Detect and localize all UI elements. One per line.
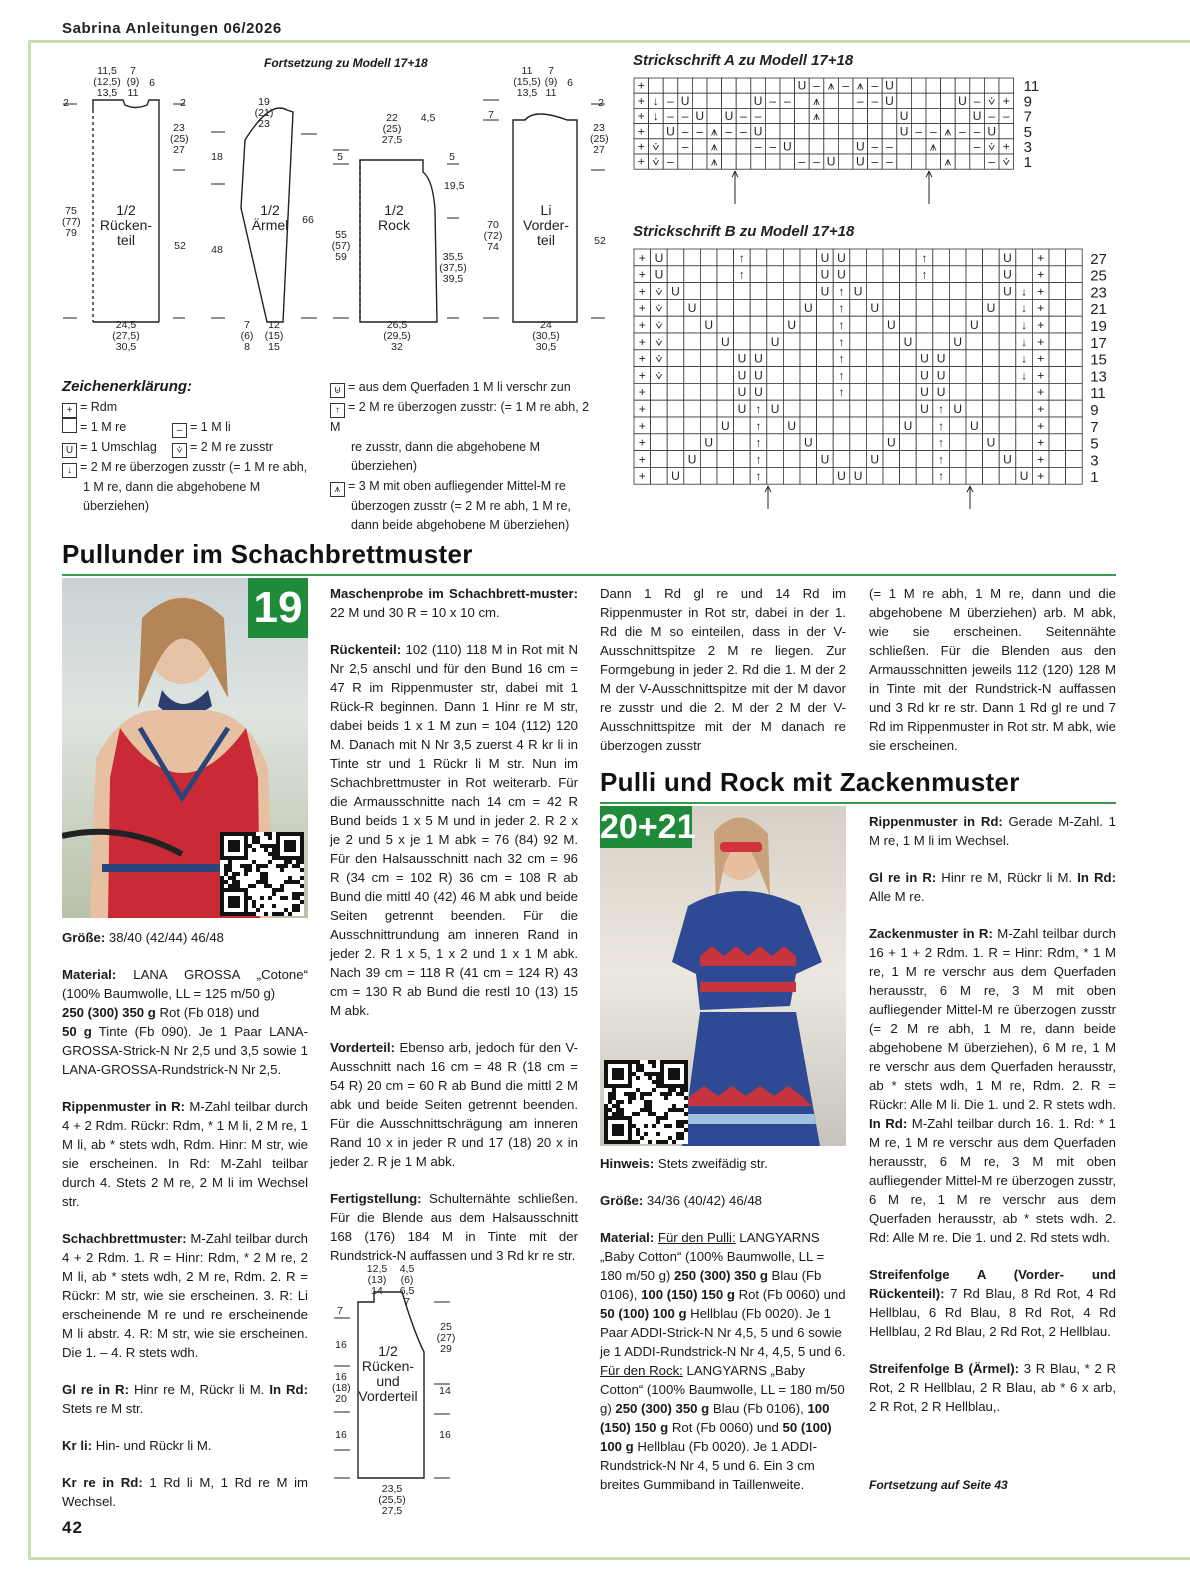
stitch-symbol: ↓ [1021, 318, 1028, 332]
rdm-symbol-icon: + [62, 403, 77, 418]
stitch-symbol: U [855, 154, 865, 169]
rock-length: 55 (57) 59 [331, 229, 351, 263]
stitch-symbol: ⩒ [655, 334, 663, 349]
stitch-symbol: ↑ [938, 435, 945, 450]
zusstr-symbol-icon: ⩒ [172, 443, 187, 458]
stitch-symbol: – [988, 154, 996, 169]
stitch-symbol: + [638, 301, 646, 316]
stitch-symbol: + [1037, 318, 1045, 332]
stitch-symbol: U [1003, 267, 1012, 282]
stitch-symbol: U [724, 109, 734, 124]
ueberzogen-symbol-icon: ↓ [62, 463, 77, 478]
chart-b-row-number: 3 [1090, 452, 1099, 470]
stitch-symbol: – [798, 154, 806, 169]
stitch-symbol: ↑ [938, 452, 945, 467]
stitch-symbol: U [936, 385, 946, 400]
stitch-symbol: – [1002, 109, 1010, 124]
stitch-symbol: ↑ [738, 250, 745, 265]
stitch-symbol: + [637, 109, 645, 124]
stitch-symbol: – [681, 139, 689, 154]
stitch-symbol: + [638, 469, 646, 484]
stitch-symbol: U [903, 334, 913, 349]
model20-col3: Hinweis: Stets zweifädig str. Größe: 34/36 (40/42) 46/48 Material: Für den Pulli: LANGYARNS „Baby Cotton“ (100% Baumwolle, LL = 180 m/50 g) 250 (300) 350 g Blau (Fb 0106), 100 (150) 150 g Rot (Fb 0060) und 50 (100) 100 g Hellblau (Fb 0020). Je 1 Paar ADDI-Strick-N Nr 4,5, 5 und 6 sowie je 1 ADDI-Rundstrick-N Nr 4, 4,5, 5 und 6. Für den Rock: LANGYARNS „Baby Cotton“ (100% Baumwolle, LL = 180 m/50 g) 250 (300) 350 g Blau (Fb 0106), 100 (150) 150 g Rot (Fb 0060) und 50 (100) 100 g Hellblau (Fb 0020). Je 1 ADDI-Rundstrick-N Nr 4, 5 und 6. Ein 3 cm breites Gummiband in Taillenweite. [600, 1156, 846, 1492]
chart-b-row-number: 21 [1090, 301, 1107, 319]
stitch-symbol: ↑ [838, 385, 845, 400]
stitch-symbol: – [973, 93, 981, 108]
stitch-symbol: U [770, 334, 780, 349]
ruecken-right-mark: 2 [180, 97, 186, 109]
stitch-symbol: U [987, 124, 997, 139]
ruecken-neck: 7 (9) 11 [126, 65, 140, 99]
ruecken-left-mark: 2 [63, 97, 69, 109]
stitch-symbol: ⩒ [652, 139, 660, 154]
chart-a-row-number: 1 [1023, 154, 1032, 172]
li-symbol-icon: – [172, 423, 187, 438]
stitch-symbol: ⩒ [655, 284, 663, 299]
model20-badge: 20+21 [600, 808, 696, 846]
stitch-symbol: – [973, 139, 981, 154]
stitch-symbol: ⩚ [856, 78, 864, 93]
page-number: 42 [62, 1518, 83, 1537]
chart-b-row-number: 19 [1090, 318, 1107, 335]
legend-left: + = Rdm = 1 M re – = 1 M li U = 1 Umschlag ⩒ = 2 M re zusstr ↓ = 2 M re überzogen zusstr (= 1 M re abh, 1 M re, dann die abgehobene M überziehen) [62, 398, 322, 517]
stitch-symbol: U [853, 469, 863, 484]
stitch-symbol: ⩒ [1002, 154, 1010, 169]
vorder-label: Li Vorder- teil [523, 202, 569, 248]
aermel-label: 1/2 Ärmel [251, 202, 289, 233]
stitch-symbol: + [1037, 385, 1045, 400]
stitch-symbol: – [725, 124, 733, 139]
stitch-symbol: ⩒ [655, 301, 663, 316]
querfaden-symbol-icon: ⊍ [330, 383, 345, 398]
stitch-symbol: – [871, 78, 879, 93]
chart-a-grid [632, 76, 1062, 206]
stitch-symbol: ↑ [838, 301, 845, 316]
stitch-symbol: U [899, 109, 909, 124]
stitch-symbol: U [754, 385, 763, 400]
stitch-symbol: U [886, 318, 896, 332]
stitch-symbol: ↑ [755, 435, 762, 450]
model19-rule [62, 574, 1116, 576]
stitch-symbol: ↑ [838, 351, 845, 366]
stitch-symbol: – [754, 139, 762, 154]
stitch-symbol: U [903, 418, 913, 433]
stitch-symbol: ⩒ [988, 93, 996, 108]
stitch-symbol: ↑ [938, 469, 945, 484]
stitch-symbol: – [973, 124, 981, 139]
stitch-symbol: + [1037, 284, 1045, 299]
stitch-symbol: – [769, 93, 777, 108]
chart-a-row-number: 7 [1023, 108, 1032, 126]
stitch-symbol: U [803, 301, 813, 316]
rock-side: 35,5 (37,5) 39,5 [439, 251, 467, 285]
model20-col4: Rippenmuster in Rd: Gerade M-Zahl. 1 M re, 1 M li im Wechsel. Gl re in R: Hinr re M, Rückr li M. In Rd: Alle M re. Zackenmuster in R: M-Zahl teilbar durch 16 + 1 + 2 Rdm. 1. R = Hinr: Rdm, * 1 M re, 1 M re verschr aus dem Querfaden herausstr, 6 M re, 3 M mit oben aufliegender Mittel-M re überzogen zusstr (= 2 M re abh, 1 M re, dann beide abgehobene M überziehen), 6 M re, 1 M re verschr aus dem Querfaden herausstr, ab * stets wdh, 1 M re, Rdm. 2. R = Rückr: Alle M li. Die 1. und 2. R stets wdh. In Rd: M-Zahl teilbar durch 16. 1. Rd: * 1 M re, 1 M re verschr aus dem Querfaden herausstr, 6 M re, 3 M mit oben aufliegender Mittel-M re überzogen zusstr, 6 M re, 1 M re verschr aus dem Querfaden herausstr, ab * stets wdh. 2. Rd: Alle M re. Die 1. und 2. Rd stets wdh. Streifenfolge A (Vorder- und Rückenteil): 7 Rd Blau, 8 Rd Rot, 4 Rd Hellblau, 6 Rd Blau, 8 Rd Rot, 4 Rd Hellblau, 2 Rd Blau, 2 Rd Rot, 2 Hellblau. Streifenfolge B (Ärmel): 3 R Blau, * 2 R Rot, 2 R Hellblau, 2 R Blau, ab * 6 x arb, 2 R Rot, 2 R Hellblau,. [869, 814, 1116, 1414]
stitch-symbol: U [870, 301, 880, 316]
stitch-symbol: U [754, 351, 763, 366]
chart-a-row-number: 3 [1023, 139, 1032, 156]
stitch-symbol: + [638, 334, 646, 349]
stitch-symbol: U [720, 418, 730, 433]
model19-badge: 19 [248, 578, 308, 638]
stitch-symbol: + [1037, 250, 1045, 265]
stitch-symbol: – [740, 124, 747, 139]
m19-schem-label: 1/2 Rücken- und Vorderteil [358, 1343, 418, 1404]
stitch-symbol: + [1037, 402, 1045, 416]
stitch-symbol: U [820, 267, 830, 282]
stitch-symbol: ⩒ [988, 139, 996, 154]
stitch-symbol: ↓ [1021, 351, 1028, 366]
stitch-symbol: U [885, 78, 894, 93]
aermel-total: 66 [302, 214, 314, 226]
stitch-symbol: – [667, 109, 674, 124]
stitch-symbol: U [855, 139, 865, 154]
stitch-symbol: U [920, 351, 929, 366]
model20-title: Pulli und Rock mit Zackenmuster [600, 767, 1020, 797]
ruecken-bottom: 24,5 (27,5) 30,5 [112, 319, 140, 353]
stitch-symbol: – [754, 109, 762, 124]
m19-schem-r25: 25 (27) 29 [436, 1321, 456, 1355]
continuation-note[interactable]: Fortsetzung auf Seite 43 [869, 1478, 1008, 1492]
stitch-symbol: – [929, 124, 937, 139]
stitch-symbol: + [638, 402, 646, 416]
model20-photo [600, 806, 846, 1146]
magazine-header: Sabrina Anleitungen 06/2026 [62, 20, 282, 37]
stitch-symbol: – [813, 78, 820, 93]
legend-right: ⊍ = aus dem Querfaden 1 M li verschr zun ↑ = 2 M re überzogen zusstr: (= 1 M re abh, 2 M re zusstr, dann die abgehobene M überziehen) ⩚ = 3 M mit oben aufliegender Mittel-M re überzogen zusstr (= 2 M re abh, 1 M re, dann beide abgehobene M überziehen) [330, 380, 590, 532]
m19-schem-r16: 16 [439, 1429, 451, 1441]
stitch-symbol: + [637, 154, 645, 169]
stitch-symbol: + [638, 250, 646, 265]
m19-schem-bottom: 23,5 (25,5) 27,5 [378, 1483, 406, 1517]
stitch-symbol: ↓ [652, 93, 659, 108]
stitch-symbol: U [797, 78, 807, 93]
stitch-symbol: U [953, 334, 963, 349]
stitch-symbol: U [704, 435, 714, 450]
stitch-symbol: U [920, 385, 929, 400]
stitch-symbol: U [782, 139, 792, 154]
stitch-symbol: + [637, 78, 645, 93]
stitch-symbol: – [988, 109, 996, 124]
ruecken-label: 1/2 Rücken- teil [99, 202, 153, 248]
stitch-symbol: + [1002, 93, 1010, 108]
three-stitch-symbol-icon: ⩚ [330, 482, 345, 497]
stitch-symbol: U [936, 368, 946, 383]
stitch-symbol: – [740, 109, 747, 124]
stitch-symbol: + [638, 318, 646, 332]
stitch-symbol: + [638, 284, 646, 299]
vorder-neck: 7 (9) 11 [544, 65, 558, 99]
stitch-symbol: U [986, 435, 996, 450]
chart-b-row-number: 5 [1090, 435, 1099, 453]
stitch-symbol: ↑ [738, 267, 745, 282]
stitch-symbol: U [754, 368, 763, 383]
stitch-symbol: + [1037, 368, 1045, 383]
stitch-symbol: – [886, 139, 893, 154]
stitch-symbol: ↑ [838, 368, 845, 383]
stitch-symbol: U [737, 385, 747, 400]
uparrow-symbol-icon: ↑ [330, 403, 345, 418]
stitch-symbol: + [1037, 351, 1045, 366]
ruecken-armhole: 23 (25) 27 [170, 122, 189, 156]
stitch-symbol: – [886, 154, 893, 169]
chart-b-row-number: 11 [1090, 385, 1106, 403]
stitch-symbol: U [1003, 250, 1012, 265]
stitch-symbol: ⩒ [655, 351, 663, 366]
stitch-symbol: ↑ [755, 469, 762, 484]
stitch-symbol: U [886, 435, 896, 450]
stitch-symbol: ⩚ [813, 109, 820, 124]
stitch-symbol: + [1037, 267, 1045, 282]
stitch-symbol: – [871, 93, 879, 108]
stitch-symbol: ↓ [1021, 284, 1028, 299]
vorder-left-7: 7 [488, 109, 494, 121]
aermel-bottom-a: 7 (6) 8 [240, 319, 254, 353]
stitch-symbol: U [958, 93, 967, 108]
stitch-symbol: U [1003, 284, 1012, 299]
stitch-symbol: U [920, 402, 929, 416]
stitch-symbol: U [687, 301, 697, 316]
stitch-symbol: U [969, 318, 979, 332]
stitch-symbol: ⩚ [944, 124, 952, 139]
stitch-symbol: U [936, 351, 946, 366]
m19-schem-l7: 7 [337, 1305, 343, 1317]
stitch-symbol: U [920, 368, 929, 383]
stitch-symbol: – [959, 124, 966, 139]
stitch-symbol: ⩚ [827, 78, 835, 93]
stitch-symbol: U [687, 452, 697, 467]
aermel-bottom-b: 12 (15) 15 [264, 319, 284, 353]
chart-b-row-number: 25 [1090, 267, 1107, 285]
stitch-symbol: + [638, 351, 646, 366]
stitch-symbol: – [696, 124, 704, 139]
stitch-symbol: + [637, 124, 645, 139]
stitch-symbol: U [837, 267, 846, 282]
stitch-symbol: U [953, 402, 963, 416]
stitch-symbol: – [667, 93, 674, 108]
stitch-symbol: ↑ [755, 418, 762, 433]
stitch-symbol: + [638, 452, 646, 467]
rock-top: 22 (25) 27,5 [381, 112, 403, 146]
stitch-symbol: ⩚ [813, 93, 820, 108]
stitch-symbol: U [820, 284, 830, 299]
stitch-symbol: ↑ [838, 284, 845, 299]
stitch-symbol: + [1037, 418, 1045, 433]
legend-title: Zeichenerklärung: [62, 378, 193, 395]
stitch-symbol: – [769, 139, 777, 154]
m19-schem-top: 12,5 (13) 14 [366, 1263, 388, 1297]
model19-col3: Dann 1 Rd gl re und 14 Rd im Rippenmuster in Rot str, dabei in der 1. Rd die M so einteilen, dass in der V-Ausschnittspitze 2 M re liegen. Zur Formgebung in jeder 2. Rd die 1. M der 2 M der V-Ausschnittspitze mit der M davor re zusstr und die 2. M der 2 M der V-Ausschnittspitze mit der M danach re überzogen zusstr [600, 586, 846, 753]
stitch-symbol: ↑ [755, 402, 762, 416]
stitch-symbol: + [638, 267, 646, 282]
chart-b-row-number: 7 [1090, 418, 1099, 436]
chart-b-row-number: 1 [1090, 469, 1099, 487]
stitch-symbol: + [638, 368, 646, 383]
rock-label: 1/2 Rock [378, 202, 410, 233]
stitch-symbol: U [720, 334, 730, 349]
chart-b-row-number: 13 [1090, 368, 1107, 386]
chart-b-row-number: 9 [1090, 402, 1099, 419]
rock-hip: 19,5 [444, 180, 465, 192]
stitch-symbol: U [837, 469, 846, 484]
stitch-symbol: ↑ [921, 250, 928, 265]
stitch-symbol: U [885, 93, 894, 108]
stitch-symbol: U [803, 435, 813, 450]
model19-col2: Maschenprobe im Schachbrett-muster: 22 M und 30 R = 10 x 10 cm. Rückenteil: 102 (110) 118 M in Rot mit N Nr 2,5 anschl und für den Bund 16 cm = 47 R im Rippenmuster str, dabei mit 1 Rück-R beginnen. Dann 1 Hinr re M str, dabei beids 1 x 1 M zun = 104 (112) 120 M. Danach mit N Nr 3,5 zuerst 4 R kr li in Tinte str und 1 Rückr li M str. Nun im Schachbrettmuster in Rot weiterarb. Für die Armausschnitte nach 14 cm = 42 R Bund beids 1 x 5 M und in jeder 2. R 2 x je 2 und 5 x je 1 M abk = 76 (84) 92 M. Für den Halsausschnitt nach 32 cm = 96 R (34 cm = 102 R) 36 cm = 108 R ab Bund die mittl 40 (42) 46 M abk und beide Seiten getrennt beenden. Für die Ausschnittrundung am inneren Rand in jeder 2. R 1 x 5, 1 x 2 und 1 x 1 M abk. Nach 39 cm = 118 R (41 cm = 124 R) 43 cm = 130 R ab Bund die restl 10 (13) 15 M abk. Vorderteil: Ebenso arb, jedoch für den V-Ausschnitt nach 16 cm = 48 R (18 cm = 54 R) 20 cm = 60 R ab Bund die mittl 2 M abk und beide Seiten getrennt beenden. Für die Ausschnittschrägung am inneren Rand 10 x in jeder R und 17 (18) 20 x in jeder 2. R je 1 M abk. Fertigstellung: Schulternähte schließen. Für die Blende aus dem Halsausschnitt 168 (176) 184 M in Tinte mit der Rundstrick-N auffassen und 3 Rd kr re str. [330, 586, 578, 1263]
stitch-symbol: + [638, 435, 646, 450]
model20-rule [600, 802, 1116, 804]
stitch-symbol: U [1003, 452, 1012, 467]
stitch-symbol: + [638, 385, 646, 400]
stitch-symbol: – [871, 139, 879, 154]
chart-b-row-number: 23 [1090, 284, 1107, 302]
stitch-symbol: – [856, 93, 864, 108]
vorder-armhole: 23 (25) 27 [590, 122, 609, 156]
chart-b-title: Strickschrift B zu Modell 17+18 [633, 223, 855, 240]
stitch-symbol: – [915, 124, 923, 139]
chart-a-row-number: 5 [1023, 123, 1032, 141]
stitch-symbol: ⩚ [710, 154, 718, 169]
m19-schem-l16d: 16 [335, 1429, 347, 1441]
stitch-symbol: ↑ [838, 318, 845, 332]
stitch-symbol: U [737, 402, 747, 416]
chart-a-row-number: 11 [1023, 78, 1040, 96]
stitch-symbol: U [654, 250, 664, 265]
stitch-symbol: ⩚ [710, 124, 718, 139]
continuation-heading: Fortsetzung zu Modell 17+18 [264, 56, 428, 70]
ruecken-neck-depth: 6 [149, 77, 155, 89]
model20-qr-code-icon[interactable] [604, 1060, 688, 1144]
stitch-symbol: ↑ [838, 334, 845, 349]
model19-col1: Größe: 38/40 (42/44) 46/48 Material: LANA GROSSA „Cotone“ (100% Baumwolle, LL = 125 m/50 g) 250 (300) 350 g Rot (Fb 018) und 50 g Tinte (Fb 090). Je 1 Paar LANA-GROSSA-Strick-N Nr 2,5 und 3,5 sowie 1 LANA-GROSSA-Rundstrick-N Nr 2,5. Rippenmuster in R: M-Zahl teilbar durch 4 + 2 Rdm. Rückr: Rdm, * 1 M li, 2 M re, 1 M li, ab * stets wdh, Rdm. Hinr: M str, wie sie erscheinen. In Rd: M-Zahl teilbar durch 4. Stets 2 M re, 2 M li im Wechsel str. Schachbrettmuster: M-Zahl teilbar durch 4 + 2 Rdm. 1. R = Hinr: Rdm, * 2 M re, 2 M li, ab * stets wdh, 2 M re, Rdm. 2. R = Rückr: M str, wie sie erscheinen. 3. R: Li erscheinende M re und re erscheinende M li abstr. 4. R: M str, wie sie erscheinen. Die 1. – 4. R stets wdh. Gl re in R: Hinr re M, Rückr li M. In Rd: Stets re M str. Kr li: Hin- und Rückr li M. Kr re in Rd: 1 Rd li M, 1 Rd re M im Wechsel. [62, 930, 308, 1509]
stitch-symbol: + [637, 139, 645, 154]
stitch-symbol: U [853, 284, 863, 299]
stitch-symbol: U [820, 452, 830, 467]
aermel-length: 48 [211, 244, 223, 256]
stitch-symbol: U [737, 368, 747, 383]
stitch-symbol: + [1037, 452, 1045, 467]
stitch-symbol: + [1037, 469, 1045, 484]
m19-schem-l16b: 16 (18) 20 [332, 1371, 351, 1405]
chart-b-grid [632, 247, 1122, 512]
model19-title: Pullunder im Schachbrettmuster [62, 539, 473, 569]
m19-schem-l16: 16 [335, 1339, 347, 1351]
stitch-symbol: ↑ [938, 402, 945, 416]
stitch-symbol: U [753, 124, 763, 139]
stitch-symbol: ↓ [1021, 301, 1028, 316]
m19-schem-top-right: 4,5 (6) 6,5 7 [399, 1263, 415, 1308]
vorder-bottom: 24 (30,5) 30,5 [532, 319, 560, 353]
stitch-symbol: U [899, 124, 909, 139]
rock-top-right: 4,5 [420, 112, 436, 124]
vorder-right-mark: 2 [598, 97, 604, 109]
stitch-symbol: ⩒ [655, 368, 663, 383]
stitch-symbol: ⩚ [710, 139, 718, 154]
stitch-symbol: – [667, 154, 674, 169]
chart-b-row-number: 27 [1090, 250, 1107, 268]
stitch-symbol: ↑ [755, 452, 762, 467]
aermel-top: 19 (21) 23 [254, 96, 274, 130]
stitch-symbol: U [737, 351, 747, 366]
chart-b-row-number: 15 [1090, 351, 1107, 369]
stitch-symbol: + [1002, 139, 1010, 154]
stitch-symbol: U [986, 301, 996, 316]
stitch-symbol: U [680, 93, 690, 108]
aermel-cap: 18 [211, 151, 223, 163]
stitch-symbol: U [654, 267, 664, 282]
stitch-symbol: ↑ [938, 418, 945, 433]
ruecken-inner: 52 [174, 240, 186, 252]
stitch-symbol: U [837, 250, 846, 265]
stitch-symbol: ↓ [652, 109, 659, 124]
stitch-symbol: U [753, 93, 763, 108]
stitch-symbol: – [842, 78, 850, 93]
stitch-symbol: ↑ [921, 267, 928, 282]
stitch-symbol: U [1019, 469, 1029, 484]
chart-a-title: Strickschrift A zu Modell 17+18 [633, 52, 854, 69]
stitch-symbol: U [969, 418, 979, 433]
rock-right-5: 5 [449, 151, 455, 163]
stitch-symbol: ⩚ [944, 154, 952, 169]
stitch-symbol: – [783, 93, 791, 108]
stitch-symbol: U [870, 452, 880, 467]
stitch-symbol: – [681, 109, 689, 124]
stitch-symbol: – [681, 124, 689, 139]
stitch-symbol: ⩒ [652, 154, 660, 169]
stitch-symbol: U [666, 124, 675, 139]
stitch-symbol: U [787, 318, 797, 332]
vorder-length: 70 (72) 74 [483, 219, 503, 253]
stitch-symbol: + [1037, 334, 1045, 349]
ruecken-length: 75 (77) 79 [62, 205, 81, 239]
stitch-symbol: U [704, 318, 714, 332]
stitch-symbol: U [820, 250, 830, 265]
stitch-symbol: + [637, 93, 645, 108]
m19-schem-r14: 14 [439, 1385, 451, 1397]
stitch-symbol: ↓ [1021, 368, 1028, 383]
vorder-top-width: 11 (15,5) 13,5 [513, 65, 541, 99]
stitch-symbol: U [695, 109, 705, 124]
rock-left-5: 5 [337, 151, 343, 163]
stitch-symbol: ⩚ [929, 139, 937, 154]
chart-b-row-number: 17 [1090, 334, 1107, 352]
stitch-symbol: + [638, 418, 646, 433]
stitch-symbol: ↓ [1021, 334, 1028, 349]
stitch-symbol: U [787, 418, 797, 433]
vorder-neck-depth: 6 [567, 77, 573, 89]
umschlag-symbol-icon: U [62, 443, 77, 458]
rock-bottom: 26,5 (29,5) 32 [383, 319, 411, 353]
stitch-symbol: U [671, 469, 680, 484]
stitch-symbol: U [770, 402, 780, 416]
ruecken-top-width: 11,5 (12,5) 13,5 [93, 65, 121, 99]
stitch-symbol: – [871, 154, 879, 169]
stitch-symbol: + [1037, 301, 1045, 316]
re-symbol-icon [62, 418, 77, 433]
stitch-symbol: U [826, 154, 836, 169]
stitch-symbol: – [813, 154, 820, 169]
model19-qr-code-icon[interactable] [220, 832, 304, 916]
model19-col4: (= 1 M re abh, 1 M re, dann und die abgehobene M überziehen) arb. M abk, wie sie erscheinen. Seitennähte schließen. Für die Blenden aus den Armausschnitten jeweils 112 (120) 128 M in Tinte mit der Rundstrick-N auffassen und 3 Rd kr re str. Dann 1 Rd gl re und 7 Rd im Rippenmuster in Rot str. M abk, wie sie erscheinen. [869, 586, 1116, 753]
model19-photo [62, 578, 308, 918]
stitch-symbol: ⩒ [655, 318, 663, 332]
chart-a-row-number: 9 [1023, 93, 1032, 111]
stitch-symbol: + [1037, 435, 1045, 450]
stitch-symbol: U [972, 109, 982, 124]
stitch-symbol: U [671, 284, 680, 299]
vorder-inner: 52 [594, 235, 606, 247]
